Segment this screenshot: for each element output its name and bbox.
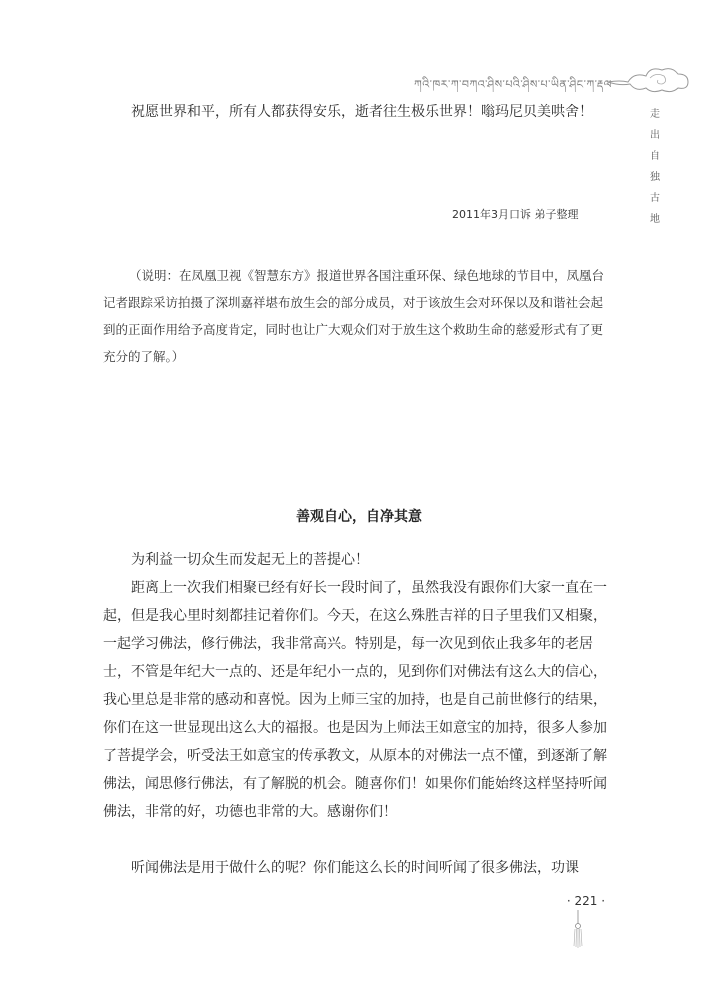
vertical-book-title <box>648 104 662 230</box>
tassel-ornament-icon <box>568 910 588 950</box>
section-title: 善观自心，自净其意 <box>296 509 422 525</box>
side-title-char: 地 <box>650 214 660 225</box>
prayer-paragraph: 祝愿世界和平，所有人都获得安乐，逝者往生极乐世界！嗡玛尼贝美哄舍！ <box>131 104 593 120</box>
explanatory-note: （说明：在凤凰卫视《智慧东方》报道世界各国注重环保、绿色地球的节目中，凤凰台记者跟踪采访拍摄了深圳嘉祥堪布放生会的部分成员，对于该放生会对环保以及和谐社会起到的正面作用给予高度肯定，同时也让广大观众们对于放生这个救助生命的慈爱形式有了更充分的了解。） <box>103 268 605 364</box>
page-number: · 221 · <box>566 894 606 908</box>
side-title-char: 走 <box>650 109 660 120</box>
body-paragraph: 为利益一切众生而发起无上的菩提心！ <box>131 552 369 568</box>
body-paragraph: 听闻佛法是用于做什么的呢？你们能这么长的时间听闻了很多佛法，功课 <box>131 860 579 876</box>
body-paragraph: 距离上一次我们相聚已经有好长一段时间了，虽然我没有跟你们大家一直在一起，但是我心里时刻都挂记着你们。今天，在这么殊胜吉祥的日子里我们又相聚，一起学习佛法，修行佛法，我非常高兴。特别是，每一次见到依止我多年的老居士，不管是年纪大一点的、还是年纪小一点的，见到你们对佛法有这么大的信心，我心里总是非常的感动和喜悦。因为上师三宝的加持，也是自己前世修行的结果，你们在这一世显现出这么大的福报。也是因为上师法王如意宝的加持，很多人参加了菩提学会，听受法王如意宝的传承教文，从原本的对佛法一点不懂，到逐渐了解佛法，闻思修行佛法，有了解脱的机会。随喜你们！如果你们能始终这样坚持听闻佛法，非常的好，功德也非常的大。感谢你们！ <box>103 580 607 820</box>
side-title-char: 古 <box>650 193 660 204</box>
signature-line: 2011年3月口诉 弟子整理 <box>452 208 579 221</box>
running-title-tibetan: ཀའི་ཁར་ཀ་བཀའ་ཤིས་པའི་ཤིས་པ་ཡིན་ཤིང་ཀ་རྡལ <box>414 78 613 91</box>
side-title-char: 独 <box>650 172 660 183</box>
side-title-char: 自 <box>650 151 660 162</box>
cloud-ornament-icon <box>606 64 690 94</box>
side-title-char: 出 <box>650 130 660 141</box>
